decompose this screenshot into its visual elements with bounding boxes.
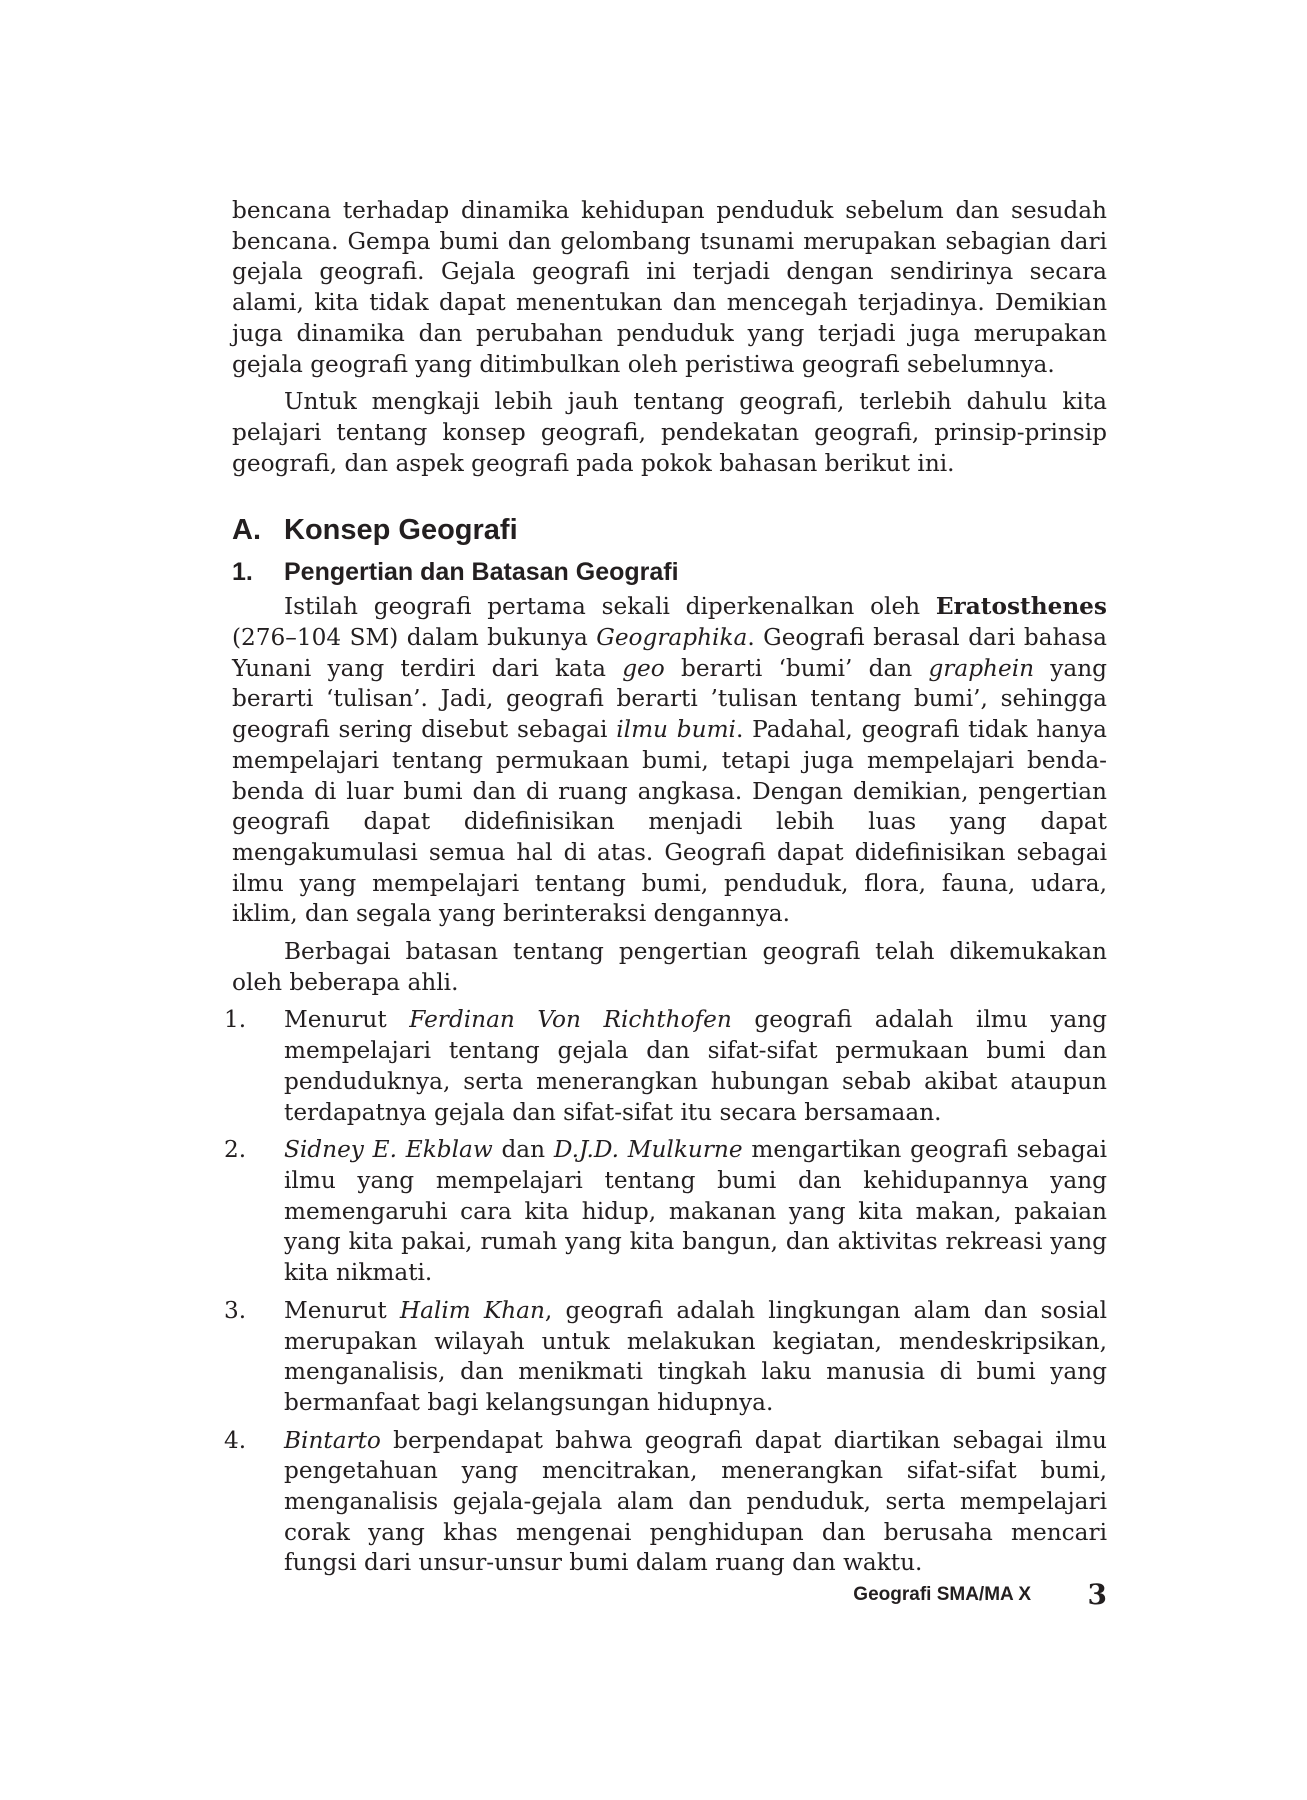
list-item-text: Sidney E. Ekblaw dan D.J.D. Mulkurne mengartikan geografi sebagai ilmu yang mempelajari tentang bumi dan kehidupannya yang memengaruhi cara kita hidup, makanan yang kita makan, pakaian yang kita pakai, rumah yang kita bangun, dan aktivitas rekreasi yang kita nikmati. bbox=[284, 1136, 1107, 1287]
term-geo: geo bbox=[622, 654, 665, 682]
list-item-number: 3. bbox=[224, 1296, 247, 1324]
subsection-number: 1. bbox=[232, 558, 253, 587]
subsection-title: Pengertian dan Batasan Geografi bbox=[284, 558, 679, 587]
list-item-text: Bintarto berpendapat bahwa geografi dapat diartikan sebagai ilmu pengetahuan yang mencitrakan, menerangkan sifat-sifat bumi, menganalisis gejala-gejala alam dan penduduk, serta mempelajari corak yang khas mengenai penghidupan dan berusaha mencari fungsi dari unsur-unsur bumi dalam ruang dan waktu. bbox=[284, 1426, 1107, 1577]
section-number: A. bbox=[232, 514, 261, 547]
subsection-heading bbox=[232, 556, 1107, 588]
list-item-number: 4. bbox=[224, 1426, 247, 1454]
list-item bbox=[224, 1296, 1107, 1419]
list-item-number: 1. bbox=[224, 1006, 247, 1034]
intro-paragraph-1: bencana terhadap dinamika kehidupan penduduk sebelum dan sesudah bencana. Gempa bumi dan gelombang tsunami merupakan sebagian dari gejala geografi. Gejala geografi ini terjadi dengan sendirinya secara alami, kita tidak dapat menentukan dan mencegah terjadinya. Demikian juga dinamika dan perubahan penduduk yang terjadi juga merupakan gejala geografi yang ditimbulkan oleh peristiwa geografi sebelumnya. bbox=[232, 197, 1107, 378]
list-item-number: 2. bbox=[224, 1136, 247, 1164]
list-item bbox=[224, 1135, 1107, 1289]
section-heading bbox=[232, 513, 1107, 547]
list-item-text: Menurut Halim Khan, geografi adalah lingkungan alam dan sosial merupakan wilayah untuk melakukan kegiatan, mendeskripsikan, menganalisis, dan menikmati tingkah laku manusia di bumi yang bermanfaat bagi kelangsungan hidupnya. bbox=[284, 1296, 1107, 1416]
term-graphein: graphein bbox=[928, 654, 1035, 682]
section-title: Konsep Geografi bbox=[284, 514, 518, 547]
body-paragraph-1: Istilah geografi pertama sekali diperkenalkan oleh Eratosthenes (276–104 SM) dalam bukunya Geographika. Geografi berasal dari bahasa Yunani yang terdiri dari kata geo berarti ‘bumi’ dan graphein yang berarti ‘tulisan’. Jadi, geografi berarti ’tulisan tentang bumi’, sehingga geografi sering disebut sebagai ilmu bumi. Padahal, geografi tidak hanya mempelajari tentang permukaan bumi, tetapi juga mempelajari benda-benda di luar bumi dan di ruang angkasa. Dengan demikian, pengertian geografi dapat didefinisikan menjadi lebih luas yang dapat mengakumulasi semua hal di atas. Geografi dapat didefinisikan sebagai ilmu yang mempelajari tentang bumi, penduduk, flora, fauna, udara, iklim, dan segala yang berinteraksi dengannya. bbox=[232, 593, 1107, 928]
page-footer bbox=[0, 1578, 1307, 1618]
list-item-text: Menurut Ferdinan Von Richthofen geografi adalah ilmu yang mempelajari tentang gejala dan sifat-sifat permukaan bumi dan penduduknya, serta menerangkan hubungan sebab akibat ataupun terdapatnya gejala dan sifat-sifat itu secara bersamaan. bbox=[284, 1006, 1107, 1126]
term-geographika: Geographika bbox=[596, 624, 748, 652]
list-item bbox=[224, 1005, 1107, 1128]
definitions-list bbox=[224, 1005, 1107, 1579]
body-paragraph-2: Berbagai batasan tentang pengertian geografi telah dikemukakan oleh beberapa ahli. bbox=[232, 938, 1107, 996]
term-eratosthenes: Eratosthenes bbox=[935, 593, 1107, 621]
list-item bbox=[224, 1426, 1107, 1580]
page-number: 3 bbox=[1087, 1578, 1107, 1611]
term-ilmu-bumi: ilmu bumi bbox=[616, 716, 736, 744]
book-title: Geografi SMA/MA X bbox=[853, 1584, 1031, 1605]
text-column bbox=[224, 196, 1107, 1579]
intro-paragraph-2: Untuk mengkaji lebih jauh tentang geografi, terlebih dahulu kita pelajari tentang konsep geografi, pendekatan geografi, prinsip-prinsip geografi, dan aspek geografi pada pokok bahasan berikut ini. bbox=[232, 388, 1107, 477]
